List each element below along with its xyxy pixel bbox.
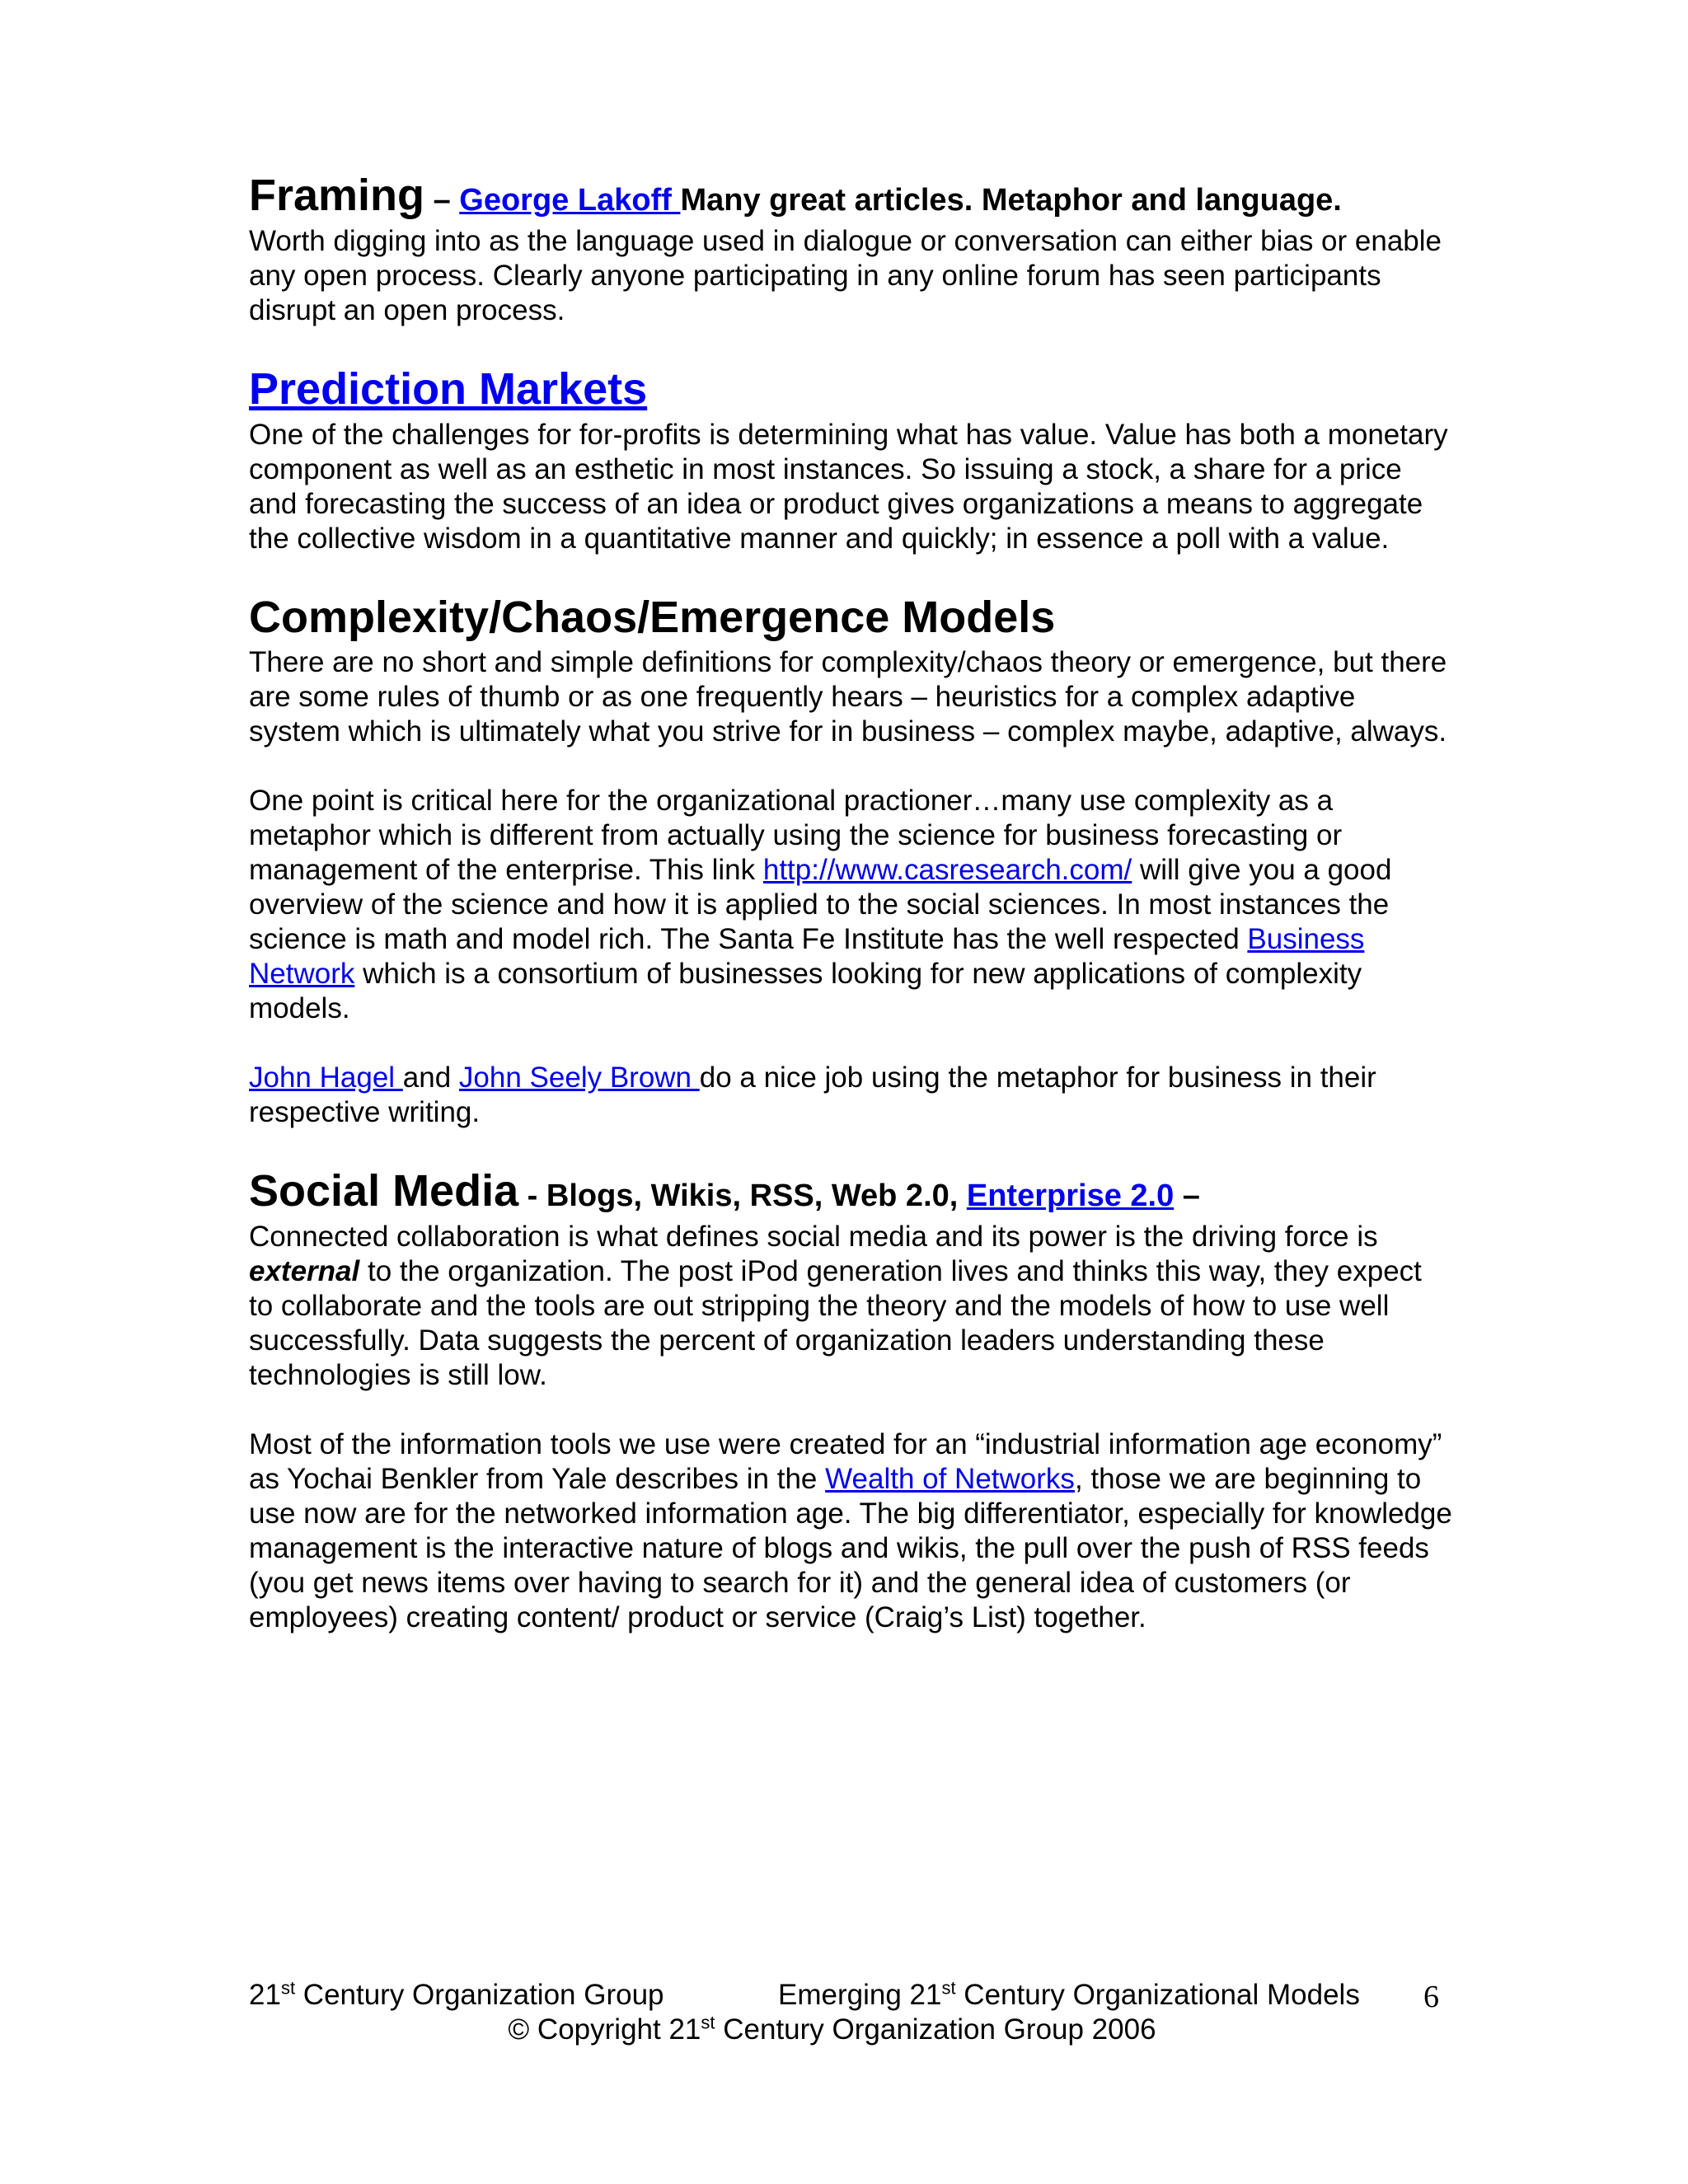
complexity-paragraph-2 <box>249 784 1452 1026</box>
footer-org-num: 21 <box>249 1979 281 2011</box>
prediction-markets-link[interactable]: Prediction Markets <box>249 363 648 414</box>
social-paragraph-2 <box>249 1427 1452 1635</box>
complexity-p2-text-a: One point is critical here for the organizational practioner…many use complexity as a metaphor which is different from actually using the science for business forecasting or management of the enterprise. This link <box>249 785 1343 887</box>
footer-copy-a: © Copyright 21 <box>508 2013 701 2046</box>
page-footer <box>249 1978 1452 2047</box>
complexity-heading: Complexity/Chaos/Emergence Models <box>249 592 1056 642</box>
footer-org <box>249 1978 664 2013</box>
prediction-heading <box>249 363 1452 416</box>
framing-title: Framing <box>249 171 425 220</box>
footer-title-b: Century Organizational Models <box>955 1979 1360 2011</box>
complexity-p2-text-b: will give you a good overview of the science and how it is applied to the social sciences. In most instances the science is math and model rich. The Santa Fe Institute has the well respected <box>249 854 1392 956</box>
social-p1-text-b: to the organization. The post iPod generation lives and thinks this way, they expect to collaborate and the tools are out stripping the theory and the models of how to use well successfully. Data suggests the percent of organization leaders understanding these technologies is still low. <box>249 1255 1422 1392</box>
framing-dash: – <box>424 183 460 218</box>
footer-org-sup: st <box>280 1977 296 1999</box>
prediction-paragraph: One of the challenges for for-profits is determining what has value. Value has both a monetary component as well as an esthetic in most instances. So issuing a stock, a share for a price and forecasting the success of an idea or product gives organizations a means to aggregate the collective wisdom in a quantitative manner and quickly; in essence a poll with a value. <box>249 418 1448 555</box>
footer-title-a: Emerging 21 <box>778 1979 942 2011</box>
wealth-of-networks-link[interactable]: Wealth of Networks <box>825 1463 1075 1496</box>
framing-paragraph: Worth digging into as the language used in dialogue or conversation can either bias or enable any open process. Clearly anyone participating in any online forum has seen participants disrupt an open process. <box>249 224 1442 326</box>
footer-copyright <box>249 2013 1452 2047</box>
casresearch-link[interactable]: http://www.casresearch.com/ <box>762 854 1132 887</box>
enterprise-2-link[interactable]: Enterprise 2.0 <box>966 1179 1175 1214</box>
social-p2-text-b: , those we are beginning to use now are for the networked information age. The big differentiator, especially for knowledge management is the interactive nature of blogs and wikis, the pull over the push of RSS feeds (you get news items over having to search for it) and the general idea of customers (or employees) creating content/ product or service (Craig’s List) together. <box>249 1463 1452 1634</box>
business-network-link[interactable]: Business Network <box>249 923 1365 991</box>
document-body <box>249 169 1452 1635</box>
john-seely-brown-link[interactable]: John Seely Brown <box>458 1062 700 1094</box>
complexity-p2-text-c: which is a consortium of businesses looking for new applications of complexity models. <box>249 958 1362 1025</box>
social-media-heading <box>249 1165 1452 1218</box>
social-p1-text-a: Connected collaboration is what defines social media and its power is the driving force is <box>249 1221 1378 1254</box>
social-media-subtitle: - Blogs, Wikis, RSS, Web 2.0, <box>518 1179 967 1214</box>
footer-title-sup: st <box>941 1977 956 1999</box>
social-p2-text-a: Most of the information tools we use were created for an “industrial information age economy” as Yochai Benkler from Yale describes in the <box>249 1428 1442 1496</box>
social-media-title: Social Media <box>249 1166 519 1216</box>
complexity-paragraph-3 <box>249 1061 1452 1130</box>
framing-tagline: Many great articles. Metaphor and language. <box>680 183 1342 218</box>
george-lakoff-link[interactable]: George Lakoff <box>459 183 681 218</box>
complexity-paragraph-1: There are no short and simple definitions for complexity/chaos theory or emergence, but there are some rules of thumb or as one frequently hears – heuristics for a complex adaptive system which is ultimately what you strive for in business – complex maybe, adaptive, always. <box>249 646 1447 748</box>
social-p1-emphasis: external <box>249 1255 360 1288</box>
social-paragraph-1 <box>249 1220 1452 1393</box>
footer-row <box>249 1978 1452 2013</box>
footer-copy-sup: st <box>701 2012 715 2033</box>
social-media-dash: – <box>1174 1179 1200 1214</box>
footer-org-text: Century Organization Group <box>295 1979 664 2011</box>
complexity-p3-text-a: and <box>402 1062 459 1094</box>
complexity-p3-text-b: do a nice job using the metaphor for business in their respective writing. <box>249 1062 1376 1129</box>
footer-doc-title <box>778 1978 1360 2013</box>
footer-copy-b: Century Organization Group 2006 <box>715 2013 1156 2046</box>
framing-heading <box>249 169 1452 223</box>
john-hagel-link[interactable]: John Hagel <box>249 1062 403 1094</box>
page-number: 6 <box>1423 1980 1439 2014</box>
